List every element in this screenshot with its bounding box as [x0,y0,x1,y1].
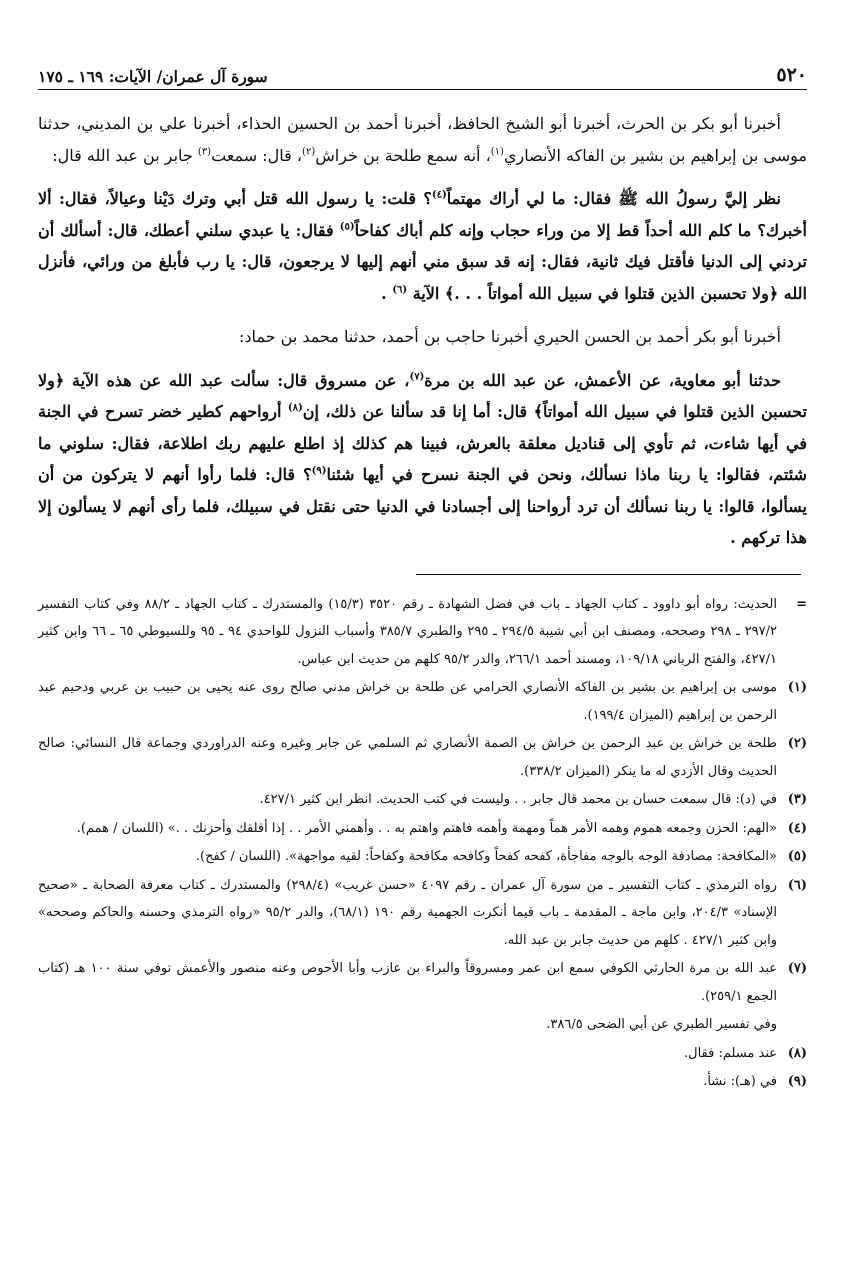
footnote-9: (٩) في (هـ): نشأ. [703,1074,807,1089]
running-title: سورة آل عمران/ الآيات: ١٦٩ ـ ١٧٥ [38,67,268,86]
page-number: ٥٢٠ [776,64,807,86]
footnote-marker-4: (٤) [431,189,447,201]
footnotes [38,591,807,1096]
page-header [38,58,807,90]
footnote-8: (٨) عند مسلم: فقال. [684,1045,807,1061]
footnote-7: (٧) عبد الله بن مرة الحارثي الكوفي سمع ابن عمر ومسروقاً والبراء بن عازب وأبا الأحوص وعنه منصور والأعمش توفي سنة ١٠٠ هـ (كتاب الجمع ٢٥٩/١). [38,961,807,1004]
footnote-6: (٦) رواه الترمذي ـ كتاب التفسير ـ من سورة آل عمران ـ رقم ٤٠٩٧ «حسن غريب» (٢٩٨/٤) والمستدرك ـ كتاب معرفة الصحابة ـ «صحيح الإسناد» ٢٠٤/٣، وابن ماجة ـ المقدمة ـ باب فيما أنكرت الجهمية رقم ١٩٠ (٦٨/١)، والدر ٩٥/٢ «رواه الترمذي وحسنه والحاكم وصححه» وابن كثير ٤٢٧/١ . كلهم من حديث جابر بن عبد الله. [38,877,807,948]
footnote-marker-2: (٢) [302,146,316,158]
footnote-marker-1: (١) [490,146,504,158]
footnote-marker-6: (٦) [392,284,408,296]
footnote-marker-8: (٨) [287,402,303,414]
footnote-separator [416,574,801,575]
quran-verse: ﴿ولا تحسبن الذين قتلوا في سبيل الله أمواتاً﴾ [38,370,808,421]
footnote-7-addendum: وفي تفسير الطبري عن أبي الضحى ٣٨٦/٥. [546,1017,777,1032]
paragraph-isnad-2: أخبرنا أبو بكر أحمد بن الحسن الحيري أخبرنا حاجب بن أحمد، حدثنا محمد بن حماد: [239,327,781,346]
footnote-2: (٢) طلحة بن خراش بن عبد الرحمن بن خراش بن الصمة الأنصاري ثم السلمي عن جابر وغيره وعنه الدراوردي وجماعة قال النسائي: صالح الحديث وقال الأزدي له ما ينكر (الميزان ٣٣٨/٢). [38,736,807,779]
paragraph-hadith-1: نظر إليَّ رسولُ الله ﷺ فقال: ما لي أراك مهتماً$^{(٤)}$؟ قلت: يا رسول الله قتل أبي وترك دَيْنا وعيالاً، فقال: ألا أخبرك؟ ما كلم الله أحداً قط إلا من وراء حجاب وإنه كلم أباك كفاحاً$^{(٥)}$ فقال: يا عبدي سلني أعطك، قال: أسألك أن تردني إلى الدنيا فأقتل فيك ثانية، فقال: إنه قد سبق مني أنهم إليها لا يرجعون، قال: يا رب فأبلغ من ورائي، فأنزل الله ﴿ولا تحسبن الذين قتلوا في سبيل الله أمواتاً . . .﴾ الآية $^{(٦)}$ . [38,189,808,303]
footnote-marker-5: (٥) [339,221,355,233]
paragraph-isnad-1: أخبرنا أبو بكر بن الحرث، أخبرنا أبو الشيخ الحافظ، أخبرنا أحمد بن الحسين الحذاء، أخبرنا علي بن المديني، حدثنا موسى بن إبراهيم بن بشير بن الفاكه الأنصاري$^{(١)}$، أنه سمع طلحة بن خراش$^{(٢)}$، قال: سمعت$^{(٣)}$ جابر بن عبد الله قال: [38,114,807,165]
footnote-marker-7: (٧) [409,371,425,383]
footnote-1: (١) موسى بن إبراهيم بن بشير بن الفاكه الأنصاري الحرامي عن طلحة بن خراش مدني صالح روى عنه يحيى بن حبيب بن عربي ودحيم عبد الرحمن بن إبراهيم (الميزان ١٩٩/٤). [38,680,807,723]
footnote-marker-3: (٣) [197,146,212,158]
footnote-4: (٤) «الهم: الحزن وجمعه هموم وهمه الأمر هماً ومهمة وأهمه فاهتم واهتم به . . وأهمني الأمر . . إذا أقلقك وأحزنك . .» (اللسان / همم). [76,820,807,836]
footnote-5: (٥) «المكافحة: مصادفة الوجه بالوجه مفاجأة، كفحه كفحاً وكافحه مكافحة وكفاحاً: لقيه مواجهة». (اللسان / كفح). [195,849,807,864]
footnote-3: (٣) في (د): قال سمعت حسان بن محمد قال جابر . . وليست في كتب الحديث. انظر ابن كثير ٤٢٧/١. [259,792,807,807]
main-text [38,108,807,554]
paragraph-hadith-2: حدثنا أبو معاوية، عن الأعمش، عن عبد الله بن مرة$^{(٧)}$، عن مسروق قال: سألت عبد الله عن هذه الآية ﴿ولا تحسبن الذين قتلوا في سبيل الله أمواتاً﴾ قال: أما إنا قد سألنا عن ذلك، إن$^{(٨)}$ أرواحهم كطير خضر تسرح في الجنة في أيها شاءت، ثم تأوي إلى قناديل معلقة بالعرش، فبينا هم كذلك إذ اطلع عليهم ربك اطلاعة، فقال: سلوني ما شئتم، فقالوا: يا ربنا ماذا نسألك، ونحن في الجنة نسرح في أيها شئنا$^{(٩)}$؟ قال: فلما رأوا أنهم لا يتركون من أن يسألوا، قالوا: يا ربنا نسألك أن ترد أرواحنا إلى أجسادنا في الدنيا حتى نقتل في سبيلك، فلما رأى أنهم لا يسألون إلا هذا تركهم . [38,370,808,547]
footnote-continued: = الحديث: رواه أبو داوود ـ كتاب الجهاد ـ باب في فضل الشهادة ـ رقم ٣٥٢٠ (١٥/٣) والمستدرك ـ كتاب الجهاد ـ ٨٨/٢ وفي كتاب التفسير ٢٩٧/٢ ـ ٢٩٨ وصححه، ومصنف ابن أبي شيبة ٢٩٤/٥ ـ ٢٩٥ والطبري ٣٨٥/٧ وأسباب النزول للواحدي ٩٤ ـ ٩٥ وللسيوطي ٦٥ ـ ٦٦ وابن كثير ٤٢٧/١، والفتح الرباني ١٠٩/١٨، ومسند أحمد ٢٦٦/١، والدر ٩٥/٢ كلهم من حديث ابن عباس. [38,596,807,667]
footnote-marker-9: (٩) [311,465,327,477]
quran-verse: ﴿ولا تحسبن الذين قتلوا في سبيل الله أمواتاً . . .﴾ [444,283,779,303]
